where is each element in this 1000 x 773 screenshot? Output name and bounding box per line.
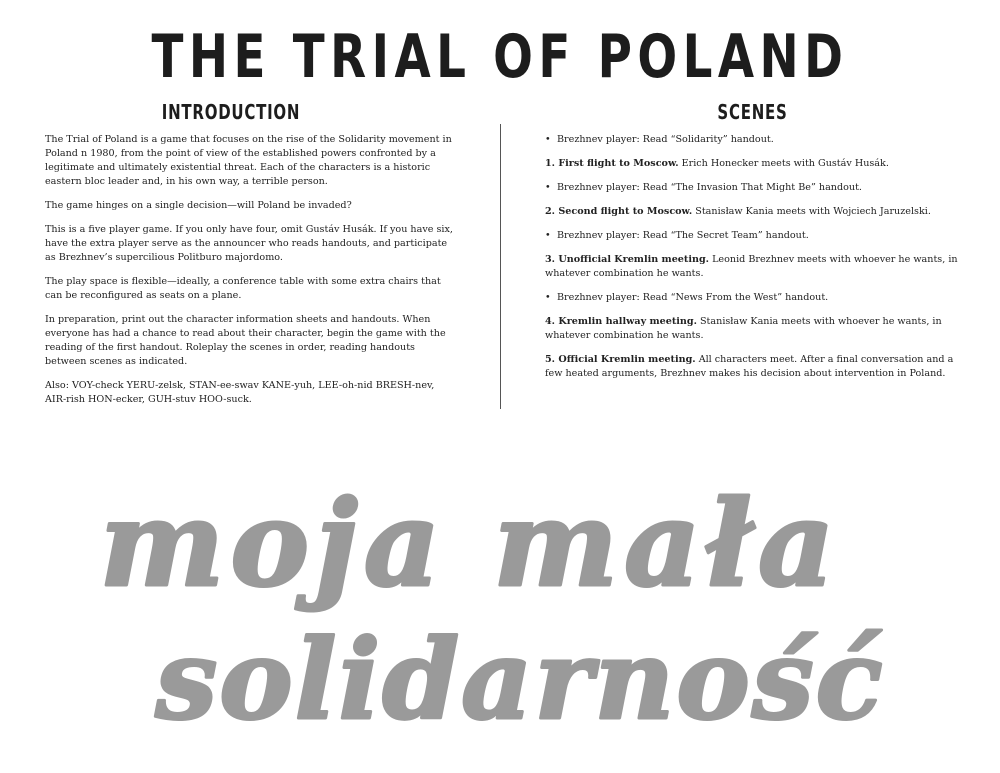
intro-paragraph: The game hinges on a single decision—will Poland be invaded? bbox=[45, 200, 352, 211]
column-divider bbox=[500, 124, 501, 409]
page-title: THE TRIAL OF POLAND bbox=[151, 22, 849, 92]
scene-description: Stanisław Kania meets with whoever he wants, in whatever combination he wants. bbox=[545, 316, 942, 341]
scene-handout-item: • Brezhnev player: Read “The Secret Team” handout. bbox=[545, 229, 960, 243]
slogan-line-1: moja mała bbox=[99, 474, 841, 613]
introduction-heading: INTRODUCTION bbox=[161, 100, 301, 124]
scene-title: 5. Official Kremlin meeting. bbox=[545, 354, 696, 365]
intro-paragraph: The play space is flexible—ideally, a conference table with some extra chairs that can be reconfigured as seats on a plane. bbox=[45, 276, 441, 301]
scenes-heading: SCENES bbox=[717, 100, 788, 124]
handwritten-slogan-art bbox=[0, 450, 1000, 773]
scene-handout-item: • Brezhnev player: Read “Solidarity” handout. bbox=[545, 133, 960, 147]
intro-paragraph: The Trial of Poland is a game that focuses on the rise of the Solidarity movement in Poland n 1980, from the point of view of the established powers confronted by a legitimate and ultimately existential threat. Each of the characters is a historic eastern bloc leader and, in his own way, a terrible person. bbox=[45, 134, 452, 187]
scene-description: All characters meet. After a final conversation and a few heated arguments, Brezhnev makes his decision about intervention in Poland. bbox=[545, 354, 954, 379]
scene-item bbox=[545, 315, 960, 343]
intro-paragraph: Also: VOY-check YERU-zelsk, STAN-ee-swav KANE-yuh, LEE-oh-nid BRESH-nev, AIR-rish HON-ecker, GUH-stuv HOO-suck. bbox=[45, 380, 435, 405]
introduction-section bbox=[45, 100, 457, 417]
scene-handout-item: • Brezhnev player: Read “News From the West” handout. bbox=[545, 291, 960, 305]
scene-item bbox=[545, 157, 960, 171]
scenes-section bbox=[545, 100, 960, 391]
scene-description: Leonid Brezhnev meets with whoever he wants, in whatever combination he wants. bbox=[545, 254, 958, 279]
scene-description: Stanisław Kania meets with Wojciech Jaruzelski. bbox=[692, 206, 931, 217]
scene-title: 2. Second flight to Moscow. bbox=[545, 206, 693, 217]
scene-item bbox=[545, 205, 960, 219]
scene-item bbox=[545, 353, 960, 381]
intro-paragraph: This is a five player game. If you only have four, omit Gustáv Husák. If you have six, have the extra player serve as the announcer who reads handouts, and participate as Brezhnev’s supercilious Politburo majordomo. bbox=[45, 224, 453, 263]
slogan-line-2: solidarność bbox=[155, 615, 885, 744]
scene-description: Erich Honecker meets with Gustáv Husák. bbox=[678, 158, 889, 169]
scene-title: 3. Unofficial Kremlin meeting. bbox=[545, 254, 710, 265]
intro-paragraph: In preparation, print out the character information sheets and handouts. When everyone has had a chance to read about their character, begin the game with the reading of the first handout. Roleplay the scenes in order, reading handouts between scenes as indicated. bbox=[45, 314, 446, 367]
scene-title: 1. First flight to Moscow. bbox=[545, 158, 679, 169]
scene-item bbox=[545, 253, 960, 281]
scene-title: 4. Kremlin hallway meeting. bbox=[545, 316, 697, 327]
scene-handout-item: • Brezhnev player: Read “The Invasion That Might Be” handout. bbox=[545, 181, 960, 195]
